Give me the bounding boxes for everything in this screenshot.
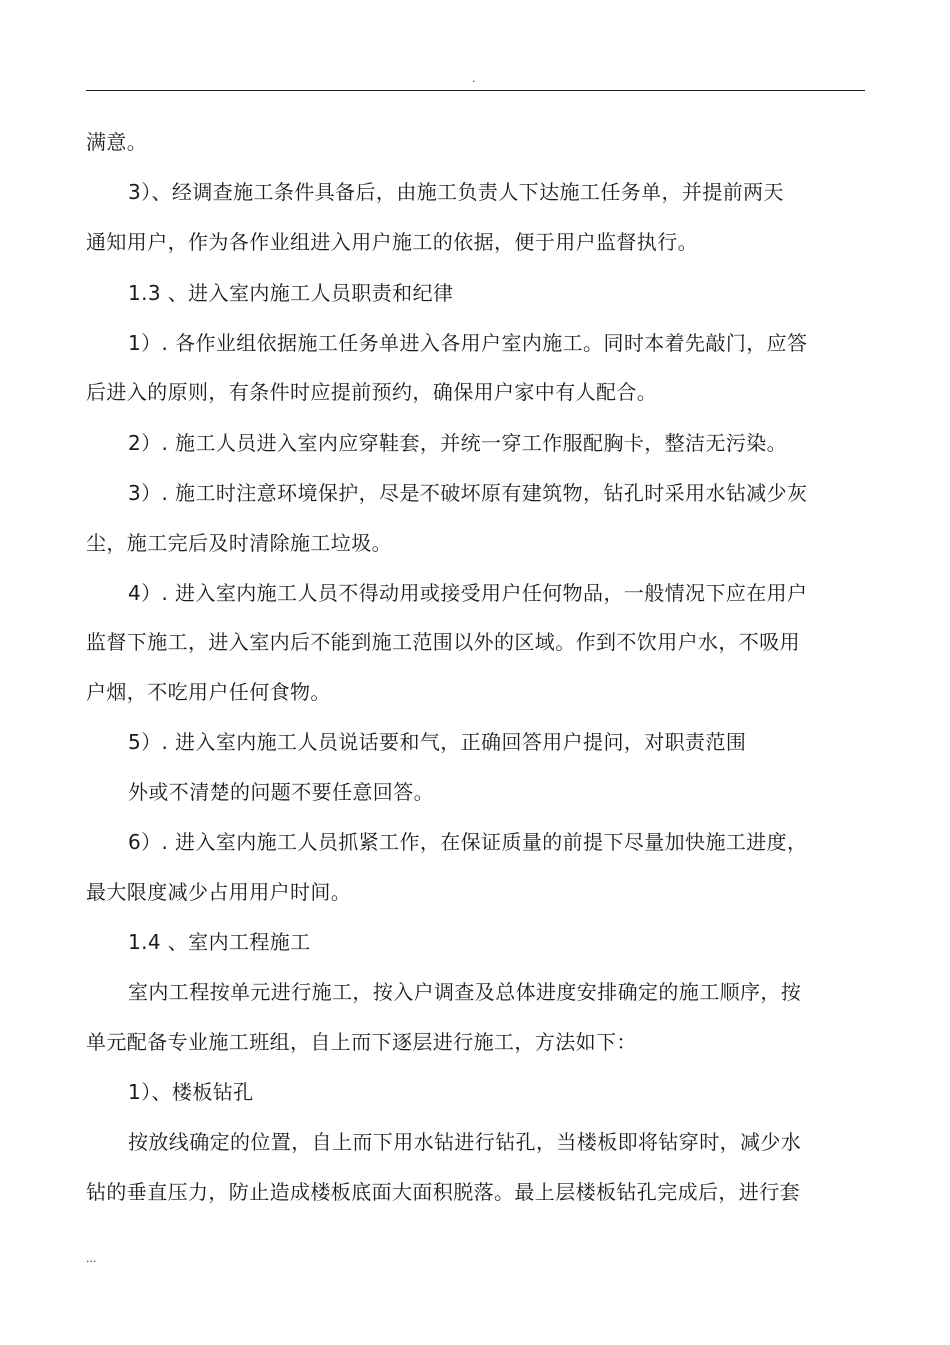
header-mark: . (472, 72, 476, 85)
text-line: 3）. 施工时注意环境保护，尽是不破坏原有建筑物，钻孔时采用水钻减少灰 (128, 481, 808, 505)
text-line: 室内工程按单元进行施工，按入户调查及总体进度安排确定的施工顺序，按 (128, 980, 802, 1004)
text-line: 外或不清楚的问题不要任意回答。 (128, 780, 434, 804)
text-line: 5）. 进入室内施工人员说话要和气，正确回答用户提问，对职责范围 (128, 730, 747, 754)
text-line: 2）. 施工人员进入室内应穿鞋套，并统一穿工作服配胸卡，整洁无污染。 (128, 431, 788, 455)
header-rule (86, 90, 865, 91)
text-line: 6）. 进入室内施工人员抓紧工作，在保证质量的前提下尽量加快施工进度， (128, 830, 808, 854)
text-line: 单元配备专业施工班组，自上而下逐层进行施工，方法如下： (86, 1030, 637, 1054)
text-line: 4）. 进入室内施工人员不得动用或接受用户任何物品，一般情况下应在用户 (128, 581, 808, 605)
subsection-heading: 1）、楼板钻孔 (128, 1080, 254, 1104)
text-line: 按放线确定的位置，自上而下用水钻进行钻孔，当楼板即将钻穿时，减少水 (128, 1130, 802, 1154)
section-heading: 1.3 、进入室内施工人员职责和纪律 (128, 281, 454, 305)
text-line: 满意。 (86, 130, 148, 154)
text-line: 最大限度减少占用用户时间。 (86, 880, 352, 904)
text-line: 1）. 各作业组依据施工任务单进入各用户室内施工。同时本着先敲门，应答 (128, 331, 808, 355)
section-heading: 1.4 、室内工程施工 (128, 930, 311, 954)
text-line: 后进入的原则，有条件时应提前预约，确保用户家中有人配合。 (86, 380, 658, 404)
text-line: 户烟，不吃用户任何食物。 (86, 680, 331, 704)
text-line: 3）、经调查施工条件具备后，由施工负责人下达施工任务单，并提前两天 (128, 180, 784, 204)
text-line: 尘，施工完后及时清除施工垃圾。 (86, 531, 392, 555)
footer-mark: ... (86, 1252, 97, 1265)
text-line: 监督下施工，进入室内后不能到施工范围以外的区域。作到不饮用户水，不吸用 (86, 630, 800, 654)
text-line: 通知用户，作为各作业组进入用户施工的依据，便于用户监督执行。 (86, 230, 698, 254)
text-line: 钻的垂直压力，防止造成楼板底面大面积脱落。最上层楼板钻孔完成后，进行套 (86, 1180, 800, 1204)
